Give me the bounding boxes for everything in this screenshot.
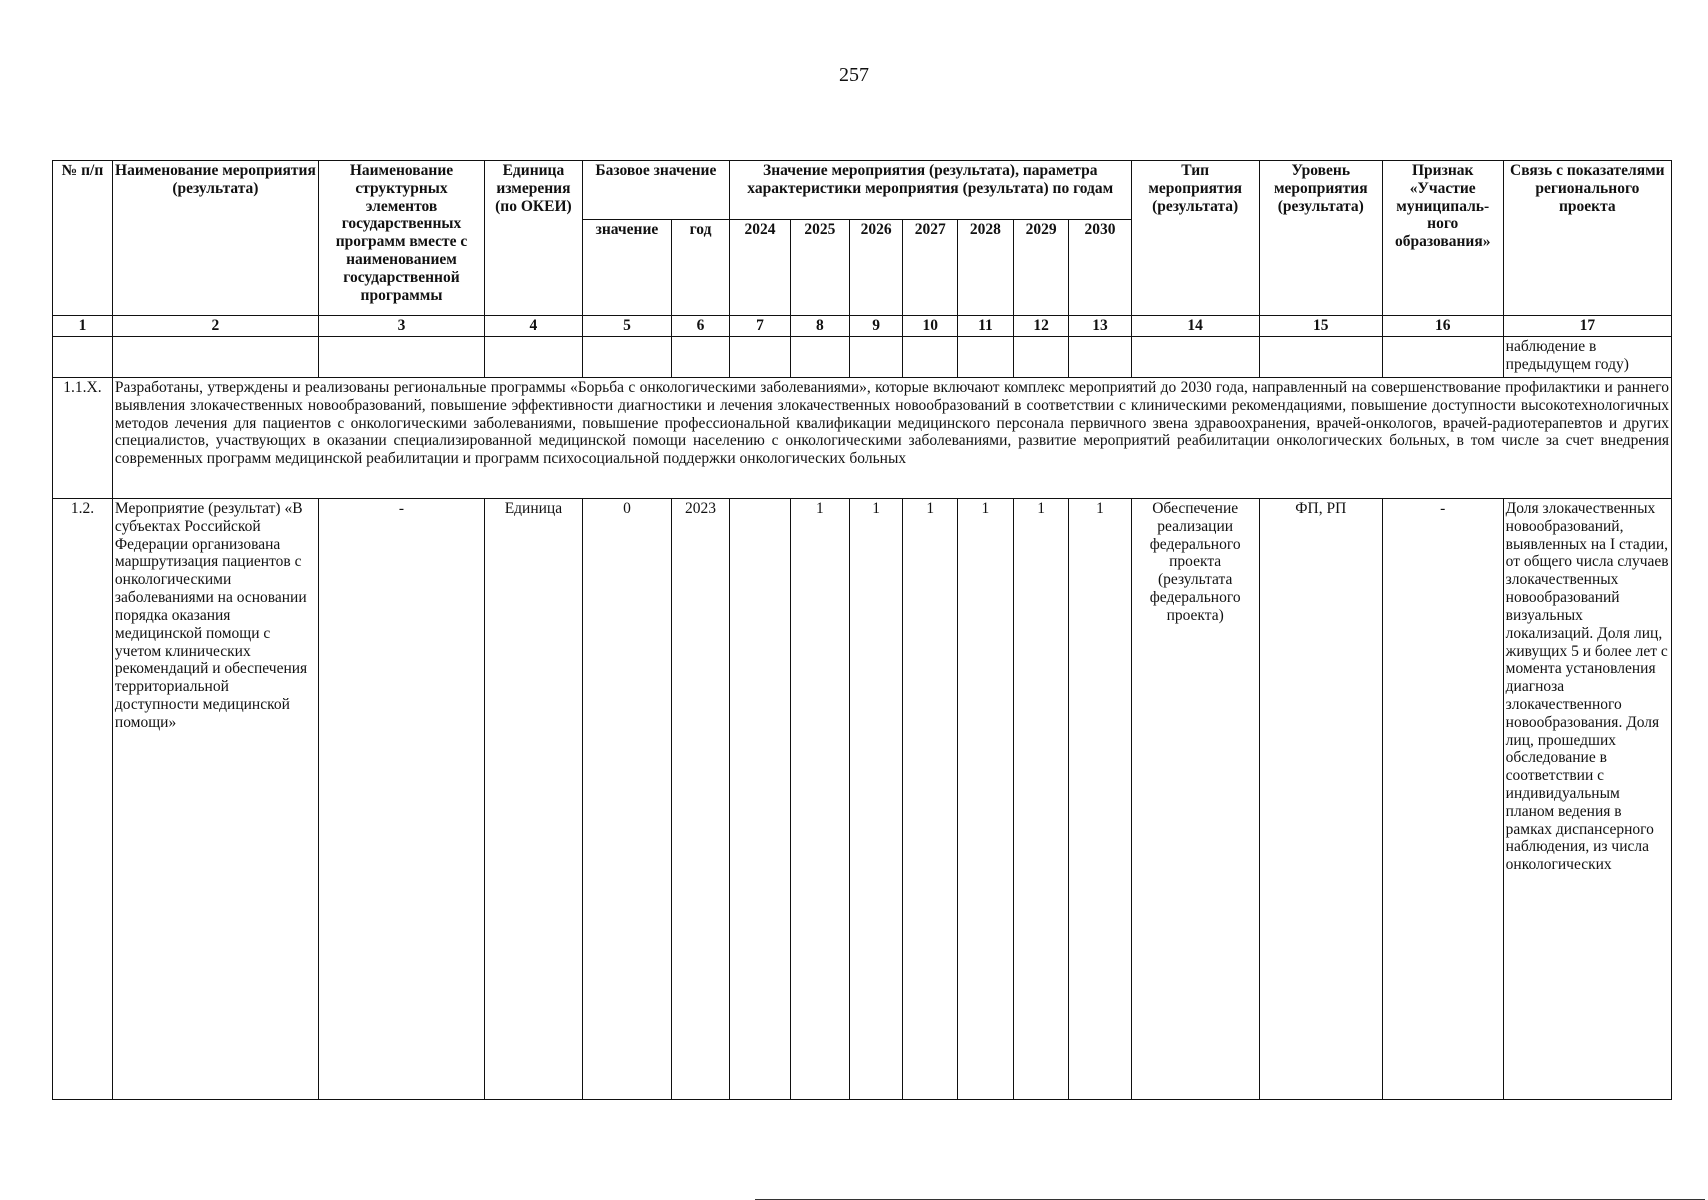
column-number: 13 xyxy=(1069,316,1131,337)
header-structural: Наименование структурных элементов государственных программ вместе с наименованием государственной программы xyxy=(318,161,484,316)
column-number: 2 xyxy=(112,316,318,337)
row-year-value: 1 xyxy=(790,499,849,1100)
header-year: 2024 xyxy=(729,220,790,316)
column-number: 14 xyxy=(1131,316,1259,337)
row-year-value xyxy=(729,499,790,1100)
row-year-value: 1 xyxy=(958,499,1014,1100)
continuation-row xyxy=(53,337,1672,378)
header-level: Уровень мероприятия (результата) xyxy=(1259,161,1382,316)
table-row xyxy=(53,499,1672,1100)
row-year-value: 1 xyxy=(849,499,903,1100)
header-base-year: год xyxy=(672,220,730,316)
row-municipal: - xyxy=(1382,499,1503,1100)
header-year: 2027 xyxy=(903,220,958,316)
header-municipal: Признак «Участие муниципаль- ного образования» xyxy=(1382,161,1503,316)
header-year: 2030 xyxy=(1069,220,1131,316)
row-name: Мероприятие (результат) «В субъектах Российской Федерации организована маршрутизация пациентов с онкологическими заболеваниями на основании порядка оказания медицинской помощи с учетом клинических рекомендаций и обеспечения территориальной доступности медицинской помощи» xyxy=(112,499,318,1100)
column-number: 9 xyxy=(849,316,903,337)
row-type: Обеспечение реализации федерального проекта (результата федерального проекта) xyxy=(1131,499,1259,1100)
header-year: 2028 xyxy=(958,220,1014,316)
row-year-value: 1 xyxy=(903,499,958,1100)
page-number: 257 xyxy=(839,64,869,86)
column-number: 11 xyxy=(958,316,1014,337)
column-number: 1 xyxy=(53,316,113,337)
row-num: 1.2. xyxy=(53,499,113,1100)
header-num: № п/п xyxy=(53,161,113,316)
column-number: 3 xyxy=(318,316,484,337)
header-unit: Единица измерения (по ОКЕИ) xyxy=(485,161,583,316)
row-link: Доля злокачественных новообразований, выявленных на I стадии, от общего числа случаев злокачественных новообразований визуальных локализаций. Доля лиц, живущих 5 и более лет с момента установления диагноза злокачественного новообразования. Доля лиц, прошедших обследование в соответствии с индивидуальным планом ведения в рамках диспансерного наблюдения, из числа онкологических xyxy=(1503,499,1671,1100)
row-year-value: 1 xyxy=(1013,499,1069,1100)
column-number-row xyxy=(53,316,1672,337)
program-table xyxy=(52,160,1672,1100)
column-number: 4 xyxy=(485,316,583,337)
section-text: Разработаны, утверждены и реализованы региональные программы «Борьба с онкологическими заболеваниями», которые включают комплекс мероприятий до 2030 года, направленный на совершенствование профилактики и раннего выявления злокачественных новообразований, повышение эффективности диагностики и лечения злокачественных новообразований в соответствии с клиническими рекомендациями, повышение доступности высокотехнологичных методов лечения для пациентов с онкологическими заболеваниями, повышение профессиональной квалификации медицинского персонала первичного звена здравоохранения, врачей-онкологов, врачей-радиотерапевтов и других специалистов, участвующих в оказании специализированной медицинской помощи населению с онкологическими заболеваниями, развитие мероприятий реабилитации онкологических больных, в том числе за счет внедрения современных программ медицинской реабилитации и программ психосоциальной поддержки онкологических больных xyxy=(112,378,1671,499)
continuation-text: наблюдение в предыдущем году) xyxy=(1503,337,1671,378)
row-year-value: 1 xyxy=(1069,499,1131,1100)
row-unit: Единица xyxy=(485,499,583,1100)
column-number: 12 xyxy=(1013,316,1069,337)
section-num: 1.1.Х. xyxy=(53,378,113,499)
header-name: Наименование мероприятия (результата) xyxy=(112,161,318,316)
header-year: 2025 xyxy=(790,220,849,316)
column-number: 17 xyxy=(1503,316,1671,337)
header-values-by-year: Значение мероприятия (результата), параметра характеристики мероприятия (результата) по годам xyxy=(729,161,1131,220)
row-structural: - xyxy=(318,499,484,1100)
header-type: Тип мероприятия (результата) xyxy=(1131,161,1259,316)
column-number: 7 xyxy=(729,316,790,337)
column-number: 15 xyxy=(1259,316,1382,337)
column-number: 10 xyxy=(903,316,958,337)
column-number: 8 xyxy=(790,316,849,337)
header-year: 2029 xyxy=(1013,220,1069,316)
section-row xyxy=(53,378,1672,499)
row-level: ФП, РП xyxy=(1259,499,1382,1100)
header-link: Связь с показателями регионального проекта xyxy=(1503,161,1671,316)
column-number: 6 xyxy=(672,316,730,337)
row-base-value: 0 xyxy=(582,499,671,1100)
header-row-1 xyxy=(53,161,1672,220)
row-base-year: 2023 xyxy=(672,499,730,1100)
header-base: Базовое значение xyxy=(582,161,729,220)
header-year: 2026 xyxy=(849,220,903,316)
column-number: 5 xyxy=(582,316,671,337)
header-base-value: значение xyxy=(582,220,671,316)
column-number: 16 xyxy=(1382,316,1503,337)
